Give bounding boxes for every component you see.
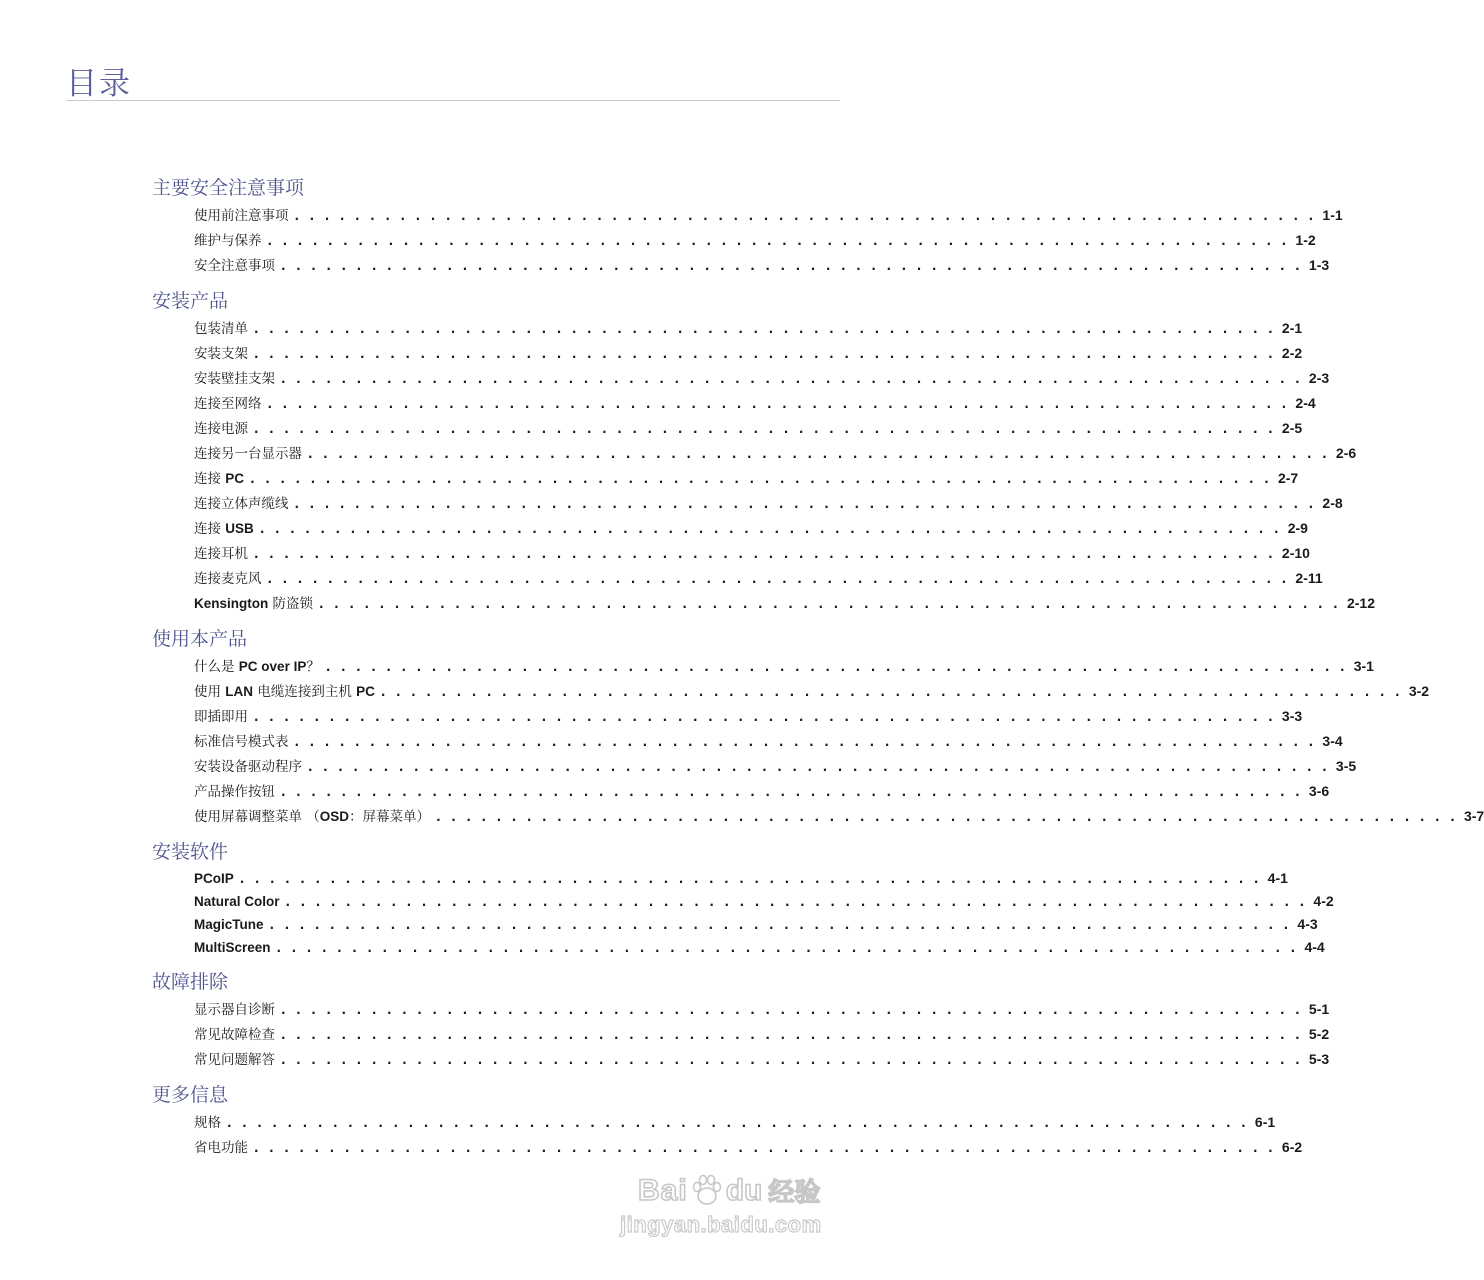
entry-label: 连接另一台显示器 (194, 446, 302, 462)
entry-label: 什么是 PC over IP？ (194, 659, 320, 675)
dot-leader: . . . . . . . . . . . . . . . . . . . . . . . . . . . . . . . . . . . . . . . . . . . . . . . . . . . . . . . . . . . . . . . . . . . . (308, 760, 1330, 774)
toc-entry[interactable] (194, 391, 1316, 416)
toc-entry[interactable] (194, 441, 1357, 466)
toc-entry[interactable] (194, 491, 1343, 516)
toc-entry[interactable] (194, 654, 1374, 679)
page-number: 2-12 (1346, 595, 1375, 611)
dot-leader: . . . . . . . . . . . . . . . . . . . . . . . . . . . . . . . . . . . . . . . . . . . . . . . . . . . . . . . . . . . . . . . . . . . . (281, 785, 1303, 799)
entry-label: MultiScreen (194, 940, 271, 955)
title-divider (66, 100, 840, 101)
toc-entry[interactable] (194, 997, 1330, 1022)
toc-section (152, 967, 1330, 1072)
dot-leader: . . . . . . . . . . . . . . . . . . . . . . . . . . . . . . . . . . . . . . . . . . . . . . . . . . . . . . . . . . . . . . . . . . . . (267, 234, 1290, 248)
page-number: 5-2 (1308, 1026, 1330, 1042)
page-number: 6-1 (1254, 1114, 1276, 1130)
page-number: 2-1 (1281, 320, 1303, 336)
dot-leader: . . . . . . . . . . . . . . . . . . . . . . . . . . . . . . . . . . . . . . . . . . . . . . . . . . . . . . . . . . . . . . . . . . . . (281, 1003, 1303, 1017)
watermark-url: jingyan.baidu.com (620, 1212, 822, 1237)
page-number: 6-2 (1281, 1139, 1303, 1155)
dot-leader: . . . . . . . . . . . . . . . . . . . . . . . . . . . . . . . . . . . . . . . . . . . . . . . . . . . . . . . . . . . . . . . . . . . . (281, 1053, 1303, 1067)
page-number: 3-1 (1353, 658, 1374, 674)
entry-label: 省电功能 (194, 1140, 248, 1156)
entry-label: 连接 USB (194, 521, 254, 537)
dot-leader: . . . . . . . . . . . . . . . . . . . . . . . . . . . . . . . . . . . . . . . . . . . . . . . . . . . . . . . . . . . . . . . . . . . . (250, 472, 1272, 486)
page-number: 2-3 (1308, 370, 1330, 386)
dot-leader: . . . . . . . . . . . . . . . . . . . . . . . . . . . . . . . . . . . . . . . . . . . . . . . . . . . . . . . . . . . . . . . . . . . . (254, 422, 1276, 436)
page-number: 5-1 (1308, 1001, 1330, 1017)
dot-leader: . . . . . . . . . . . . . . . . . . . . . . . . . . . . . . . . . . . . . . . . . . . . . . . . . . . . . . . . . . . . . . . . . . . . (259, 522, 1282, 536)
dot-leader: . . . . . . . . . . . . . . . . . . . . . . . . . . . . . . . . . . . . . . . . . . . . . . . . . . . . . . . . . . . . . . . . . . . . (319, 597, 1341, 611)
toc-section (152, 1080, 1303, 1160)
page-title: 目录 (66, 66, 132, 102)
section-heading: 更多信息 (152, 1084, 229, 1106)
dot-leader: . . . . . . . . . . . . . . . . . . . . . . . . . . . . . . . . . . . . . . . . . . . . . . . . . . . . . . . . . . . . . . . . . . . . (436, 810, 1458, 824)
dot-leader: . . . . . . . . . . . . . . . . . . . . . . . . . . . . . . . . . . . . . . . . . . . . . . . . . . . . . . . . . . . . . . . . . . . . (239, 872, 1262, 886)
dot-leader: . . . . . . . . . . . . . . . . . . . . . . . . . . . . . . . . . . . . . . . . . . . . . . . . . . . . . . . . . . . . . . . . . . . . (254, 547, 1276, 561)
entry-label: 维护与保养 (194, 233, 262, 249)
page-number: 2-10 (1281, 545, 1310, 561)
entry-label: 安装壁挂支架 (194, 371, 275, 387)
toc-entry[interactable] (194, 203, 1343, 228)
toc-section (152, 837, 1334, 959)
toc-entry[interactable] (194, 541, 1310, 566)
entry-label: 包装清单 (194, 321, 248, 337)
dot-leader: . . . . . . . . . . . . . . . . . . . . . . . . . . . . . . . . . . . . . . . . . . . . . . . . . . . . . . . . . . . . . . . . . . . . (294, 209, 1317, 223)
dot-leader: . . . . . . . . . . . . . . . . . . . . . . . . . . . . . . . . . . . . . . . . . . . . . . . . . . . . . . . . . . . . . . . . . . . . (380, 685, 1403, 699)
entry-label: Kensington 防盗锁 (194, 596, 314, 612)
page-number: 2-8 (1322, 495, 1343, 511)
table-of-contents (152, 173, 1484, 1168)
toc-entry[interactable] (194, 228, 1316, 253)
page-number: 2-5 (1281, 420, 1303, 436)
dot-leader: . . . . . . . . . . . . . . . . . . . . . . . . . . . . . . . . . . . . . . . . . . . . . . . . . . . . . . . . . . . . . . . . . . . . (285, 895, 1308, 909)
page-number: 4-4 (1304, 939, 1325, 955)
dot-leader: . . . . . . . . . . . . . . . . . . . . . . . . . . . . . . . . . . . . . . . . . . . . . . . . . . . . . . . . . . . . . . . . . . . . (325, 660, 1348, 674)
baidu-jingyan-watermark (620, 1140, 848, 1248)
dot-leader: . . . . . . . . . . . . . . . . . . . . . . . . . . . . . . . . . . . . . . . . . . . . . . . . . . . . . . . . . . . . . . . . . . . . (294, 497, 1317, 511)
entry-label: 规格 (194, 1115, 221, 1131)
page-number: 3-6 (1308, 783, 1330, 799)
toc-section (152, 624, 1484, 829)
entry-label: 标准信号模式表 (194, 734, 289, 750)
section-heading: 使用本产品 (152, 628, 248, 650)
toc-section (152, 173, 1343, 278)
page-number: 2-6 (1335, 445, 1357, 461)
toc-entry[interactable] (194, 316, 1303, 341)
entry-label: 使用 LAN 电缆连接到主机 PC (194, 684, 375, 700)
page-number: 2-11 (1295, 570, 1323, 586)
dot-leader: . . . . . . . . . . . . . . . . . . . . . . . . . . . . . . . . . . . . . . . . . . . . . . . . . . . . . . . . . . . . . . . . . . . . (254, 322, 1276, 336)
page-number: 2-9 (1287, 520, 1308, 536)
dot-leader: . . . . . . . . . . . . . . . . . . . . . . . . . . . . . . . . . . . . . . . . . . . . . . . . . . . . . . . . . . . . . . . . . . . . (294, 735, 1317, 749)
toc-entry[interactable] (194, 516, 1308, 541)
toc-entry[interactable] (194, 704, 1303, 729)
page-number: 2-4 (1295, 395, 1316, 411)
entry-label: 安装设备驱动程序 (194, 759, 302, 775)
watermark-brand-left: Bai (638, 1173, 688, 1207)
toc-entry[interactable] (194, 253, 1330, 278)
entry-label: 连接耳机 (194, 546, 248, 562)
toc-entry[interactable] (194, 416, 1303, 441)
entry-label: MagicTune (194, 917, 264, 932)
dot-leader: . . . . . . . . . . . . . . . . . . . . . . . . . . . . . . . . . . . . . . . . . . . . . . . . . . . . . . . . . . . . . . . . . . . . (254, 347, 1276, 361)
page-number: 1-2 (1295, 232, 1316, 248)
section-heading: 安装软件 (152, 841, 229, 863)
toc-entry[interactable] (194, 1135, 1303, 1160)
entry-label: 连接立体声缆线 (194, 496, 289, 512)
entry-label: 常见问题解答 (194, 1052, 275, 1068)
entry-label: 连接麦克风 (194, 571, 262, 587)
page-number: 5-3 (1308, 1051, 1330, 1067)
page-number: 2-7 (1277, 470, 1299, 486)
toc-entry[interactable] (194, 754, 1357, 779)
page-number: 2-2 (1281, 345, 1303, 361)
toc-entry[interactable] (194, 679, 1430, 704)
toc-entry[interactable] (194, 1022, 1330, 1047)
toc-entry[interactable] (194, 1047, 1330, 1072)
watermark-logo (638, 1172, 820, 1209)
entry-label: 连接至网络 (194, 396, 262, 412)
section-heading: 故障排除 (152, 971, 229, 993)
paw-icon (690, 1174, 724, 1208)
page-number: 3-5 (1335, 758, 1357, 774)
toc-entry[interactable] (194, 466, 1299, 491)
entry-label: 安全注意事项 (194, 258, 275, 274)
watermark-product: 经验 (768, 1178, 821, 1208)
toc-entry[interactable] (194, 867, 1288, 890)
page-number: 3-7 (1463, 808, 1484, 824)
toc-entry[interactable] (194, 366, 1330, 391)
dot-leader: . . . . . . . . . . . . . . . . . . . . . . . . . . . . . . . . . . . . . . . . . . . . . . . . . . . . . . . . . . . . . . . . . . . . (269, 918, 1292, 932)
dot-leader: . . . . . . . . . . . . . . . . . . . . . . . . . . . . . . . . . . . . . . . . . . . . . . . . . . . . . . . . . . . . . . . . . . . . (267, 397, 1290, 411)
page-number: 1-3 (1308, 257, 1330, 273)
toc-entry[interactable] (194, 890, 1334, 913)
dot-leader: . . . . . . . . . . . . . . . . . . . . . . . . . . . . . . . . . . . . . . . . . . . . . . . . . . . . . . . . . . . . . . . . . . . . (267, 572, 1290, 586)
toc-entry[interactable] (194, 591, 1375, 616)
entry-label: 安装支架 (194, 346, 248, 362)
page-number: 4-1 (1267, 870, 1288, 886)
toc-entry[interactable] (194, 804, 1484, 829)
entry-label: PCoIP (194, 871, 234, 886)
page-number: 1-1 (1322, 207, 1343, 223)
entry-label: 连接电源 (194, 421, 248, 437)
dot-leader: . . . . . . . . . . . . . . . . . . . . . . . . . . . . . . . . . . . . . . . . . . . . . . . . . . . . . . . . . . . . . . . . . . . . (276, 941, 1299, 955)
entry-label: 即插即用 (194, 709, 248, 725)
toc-entry[interactable] (194, 936, 1325, 959)
dot-leader: . . . . . . . . . . . . . . . . . . . . . . . . . . . . . . . . . . . . . . . . . . . . . . . . . . . . . . . . . . . . . . . . . . . . (227, 1116, 1249, 1130)
dot-leader: . . . . . . . . . . . . . . . . . . . . . . . . . . . . . . . . . . . . . . . . . . . . . . . . . . . . . . . . . . . . . . . . . . . . (254, 1141, 1276, 1155)
section-heading: 安装产品 (152, 290, 229, 312)
toc-entry[interactable] (194, 1110, 1276, 1135)
toc-entry[interactable] (194, 341, 1303, 366)
dot-leader: . . . . . . . . . . . . . . . . . . . . . . . . . . . . . . . . . . . . . . . . . . . . . . . . . . . . . . . . . . . . . . . . . . . . (281, 1028, 1303, 1042)
entry-label: 使用前注意事项 (194, 208, 289, 224)
page-number: 4-2 (1313, 893, 1334, 909)
watermark-brand-right: du (725, 1173, 763, 1207)
dot-leader: . . . . . . . . . . . . . . . . . . . . . . . . . . . . . . . . . . . . . . . . . . . . . . . . . . . . . . . . . . . . . . . . . . . . (254, 710, 1276, 724)
dot-leader: . . . . . . . . . . . . . . . . . . . . . . . . . . . . . . . . . . . . . . . . . . . . . . . . . . . . . . . . . . . . . . . . . . . . (281, 372, 1303, 386)
entry-label: 显示器自诊断 (194, 1002, 275, 1018)
toc-entry[interactable] (194, 779, 1330, 804)
entry-label: 使用屏幕调整菜单 （OSD：屏幕菜单） (194, 809, 431, 825)
entry-label: 连接 PC (194, 471, 245, 487)
page-number: 3-4 (1322, 733, 1343, 749)
dot-leader: . . . . . . . . . . . . . . . . . . . . . . . . . . . . . . . . . . . . . . . . . . . . . . . . . . . . . . . . . . . . . . . . . . . . (308, 447, 1330, 461)
page-number: 3-2 (1408, 683, 1430, 699)
toc-entry[interactable] (194, 729, 1343, 754)
toc-section (152, 286, 1375, 616)
toc-entry[interactable] (194, 913, 1318, 936)
dot-leader: . . . . . . . . . . . . . . . . . . . . . . . . . . . . . . . . . . . . . . . . . . . . . . . . . . . . . . . . . . . . . . . . . . . . (281, 259, 1303, 273)
page-number: 4-3 (1297, 916, 1318, 932)
section-heading: 主要安全注意事项 (152, 177, 305, 199)
toc-entry[interactable] (194, 566, 1323, 591)
entry-label: 常见故障检查 (194, 1027, 275, 1043)
entry-label: Natural Color (194, 894, 280, 909)
entry-label: 产品操作按钮 (194, 784, 275, 800)
page-number: 3-3 (1281, 708, 1303, 724)
